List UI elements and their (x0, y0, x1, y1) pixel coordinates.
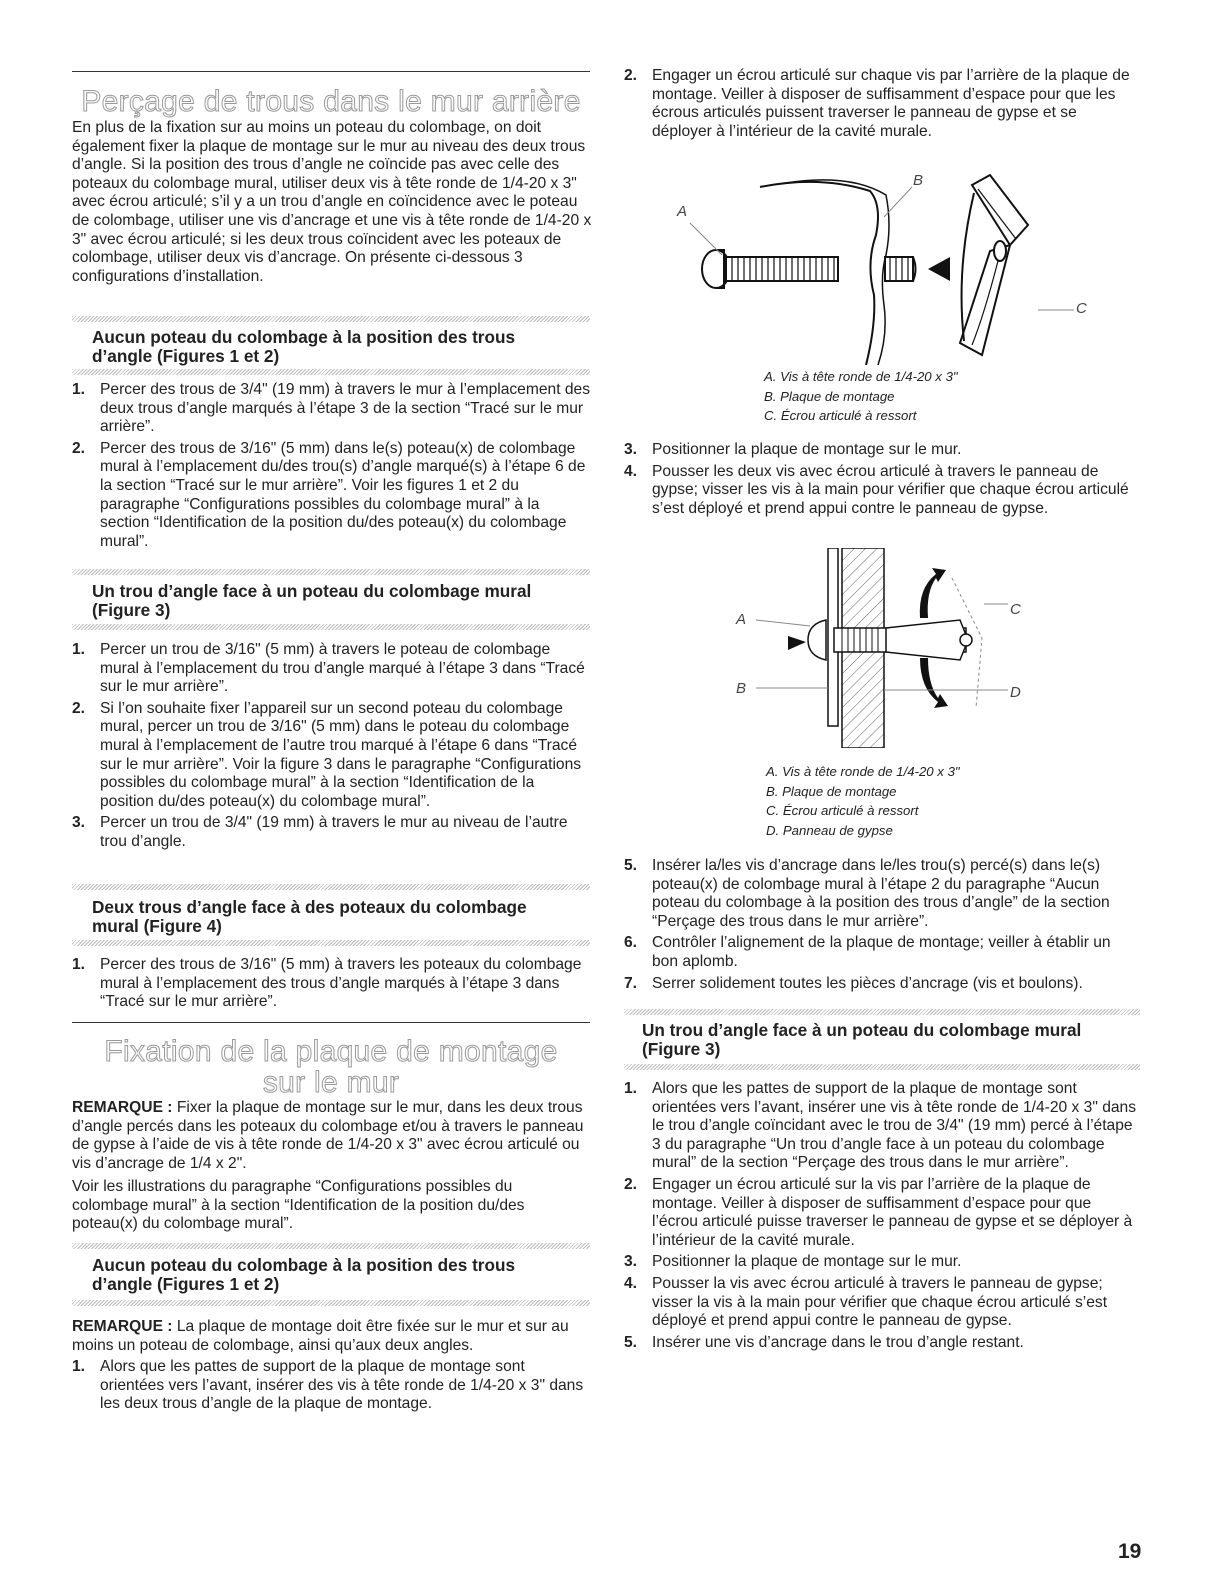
list-item: 1. Alors que les pattes de support de la plaque de montage sont orientées vers l’avant, insérer une vis à tête ronde de 1/4-20 x 3" dans le trou d’angle coïncidant avec le trou de 3/4" (19 mm) percé à l’étape 3 du paragraphe “Un trou d’angle face à un poteau du colombage mural” de la section “Perçage des trous dans le mur arrière”. (624, 1080, 1137, 1172)
list-item: 7. Serrer solidement toutes les pièces d’ancrage (vis et boulons). (624, 974, 1083, 992)
subheading-no-stud: Aucun poteau du colombage à la position des trous d’angle (Figures 1 et 2) (92, 327, 516, 366)
remark-paragraph-2: REMARQUE : La plaque de montage doit être fixée sur le mur et sur au moins un poteau de colombage, ainsi qu’aux deux angles. (72, 1318, 569, 1354)
remark-paragraph: REMARQUE : Fixer la plaque de montage sur le mur, dans les deux trous d’angle percés dans les poteaux du colombage et/ou à travers le panneau de gypse à l’aide de vis à tête ronde de 1/4-20 x 3" avec écrou articulé ou vis d’ancrage de 1/4 x 2". (72, 1099, 584, 1172)
list-item: 2. Si l’on souhaite fixer l’appareil sur un second poteau du colombage mural, percer un trou de 3/16" (5 mm) dans le poteau du colombage mural à l’emplacement de l’autre trou marqué à l’étape 6 dans “Tracé sur le mur arrière”. Voir la figure 3 dans le paragraphe “Configurations possibles du colombage mural” à la section “Identification de la position du/des poteau(x) du colombage mural”. (72, 699, 582, 810)
rotate-arrow-icon (920, 658, 948, 708)
fig2-label-d: D (1010, 684, 1021, 701)
rotate-arrow-icon (920, 568, 946, 618)
toggle-nut-illustration (960, 175, 1028, 355)
list-item: 4. Pousser la vis avec écrou articulé à travers le panneau de gypse; visser la vis à la main pour vérifier que chaque écrou articulé s’est déployé et prend appui contre le panneau de gypse. (624, 1274, 1108, 1330)
steps-right-b (624, 441, 1136, 521)
section-rule (72, 1022, 590, 1023)
list-item: 2. Engager un écrou articulé sur la vis par l’arrière de la plaque de montage. Veiller à disposer de suffisamment d’espace pour que l’écrou articulé puisse traverser le panneau de gypse et se déployer à l’intérieur de la cavité murale. (624, 1175, 1133, 1249)
steps-no-stud-mount (72, 1358, 590, 1417)
divider (72, 1243, 590, 1249)
list-item: 1. Alors que les pattes de support de la plaque de montage sont orientées vers l’avant, insérer des vis à tête ronde de 1/4-20 x 3" dans les deux trous d’angle de la plaque de montage. (72, 1358, 584, 1413)
list-item: 3. Percer un trou de 3/4" (19 mm) à travers le mur au niveau de l’autre trou d’angle. (72, 814, 568, 850)
fig2-caption: A. Vis à tête ronde de 1/4-20 x 3" B. Plaque de montage C. Écrou articulé à ressort D. Panneau de gypse (766, 764, 960, 838)
divider (72, 940, 590, 946)
steps-two-studs (72, 956, 590, 1015)
fig1-label-c: C (1076, 300, 1087, 317)
subheading-one-stud: Un trou d’angle face à un poteau du colombage mural (Figure 3) (92, 581, 532, 620)
fig2-label-a: A (736, 611, 747, 628)
divider (72, 1300, 590, 1306)
page-number: 19 (1118, 1540, 1142, 1563)
divider (72, 369, 590, 375)
installed-toggle-figure (730, 548, 1050, 748)
fig2-label-c: C (1010, 601, 1021, 618)
fig1-label-b: B (913, 172, 924, 189)
divider (72, 316, 590, 322)
divider (72, 569, 590, 575)
top-rule (72, 71, 590, 72)
section-title-mounting: Fixation de la plaque de montage sur le mur (104, 1035, 558, 1099)
list-item: 5. Insérer la/les vis d’ancrage dans le/les trou(s) percé(s) dans le(s) poteau(x) de colombage mural à l’étape 2 du paragraphe “Aucun poteau du colombage à la position des trous d’angle” de la section “Perçage des trous dans le mur arrière”. (624, 857, 1110, 930)
list-item: 4. Pousser les deux vis avec écrou articulé à travers le panneau de gypse; visser les vis à la main pour vérifier que chaque écrou articulé s’est déployé et prend appui contre le panneau de gypse. (624, 462, 1129, 517)
fig1-caption: A. Vis à tête ronde de 1/4-20 x 3" B. Plaque de montage C. Écrou articulé à ressort (764, 369, 958, 423)
divider (72, 884, 590, 890)
arrow-icon (928, 257, 950, 281)
subheading-two-studs: Deux trous d’angle face à des poteaux du colombage mural (Figure 4) (92, 897, 527, 936)
section-title-drilling: Perçage de trous dans le mur arrière (81, 85, 581, 118)
list-item: 2. Percer des trous de 3/16" (5 mm) dans le(s) poteau(x) de colombage mural à l’emplacement du/des trou(s) d’angle marqué(s) à l’étape 6 de la section “Tracé sur le mur arrière”. Voir les figures 1 et 2 du paragraphe “Configurations possibles du colombage mural” à la section “Identification de la position du/des poteau(x) du colombage mural”. (72, 439, 586, 550)
steps-one-stud-mount (624, 1080, 1140, 1355)
divider (72, 624, 590, 630)
fig2-label-b: B (736, 680, 747, 697)
steps-right-c (624, 857, 1140, 996)
list-item: 3. Positionner la plaque de montage sur le mur. (624, 1253, 962, 1271)
push-arrow-icon (788, 636, 806, 650)
steps-one-stud (72, 641, 590, 855)
list-item: 3. Positionner la plaque de montage sur le mur. (624, 441, 962, 458)
toggle-bolt-figure (660, 165, 1100, 365)
steps-no-stud (72, 381, 590, 554)
list-item: 1. Percer des trous de 3/4" (19 mm) à travers le mur à l’emplacement des deux trous d’angle marqués à l’étape 3 de la section “Tracé sur le mur arrière”. (72, 381, 591, 436)
fig1-label-a: A (677, 203, 688, 220)
list-item: 6. Contrôler l’alignement de la plaque de montage; veiller à établir un bon aplomb. (624, 934, 1111, 970)
list-item: 1. Percer un trou de 3/16" (5 mm) à travers le poteau de colombage mural à l’emplacement du trou d’angle marqué à l’étape 3 dans “Tracé sur le mur arrière”. (72, 641, 585, 696)
steps-right-a (624, 67, 1136, 144)
list-item: 1. Percer des trous de 3/16" (5 mm) à travers les poteaux du colombage mural à l’emplacement des trous d’angle marqués à l’étape 3 dans “Tracé sur le mur arrière”. (72, 956, 582, 1011)
see-illustrations-paragraph: Voir les illustrations du paragraphe “Configurations possibles du colombage mural” à la section “Identification de la position du/des poteau(x) du colombage mural”. (72, 1178, 525, 1233)
divider (624, 1009, 1140, 1015)
list-item: 2. Engager un écrou articulé sur chaque vis par l’arrière de la plaque de montage. Veiller à disposer de suffisamment d’espace pour que les écrous articulés puissent traverser le panneau de gypse et se déployer à l’intérieur de la cavité murale. (624, 67, 1130, 140)
divider (624, 1064, 1140, 1070)
subheading-no-stud-mount: Aucun poteau du colombage à la position des trous d’angle (Figures 1 et 2) (92, 1255, 516, 1294)
intro-paragraph: En plus de la fixation sur au moins un poteau du colombage, on doit également fixer la plaque de montage sur le mur au niveau des deux trous d’angle. Si la position des trous d’angle ne coïncide pas avec celle des poteaux du colombage mural, utiliser deux vis à tête ronde de 1/4-20 x 3" avec écrou articulé; s’il y a un trou d’angle en coïncidence avec le poteau de colombage, utiliser une vis d’ancrage et une vis à tête ronde de 1/4-20 x 3" avec écrou articulé; si les deux trous coïncident avec les poteaux de colombage, utiliser deux vis d’ancrage. On présente ci-dessous 3 configurations d’installation. (72, 119, 592, 285)
subheading-one-stud-mount: Un trou d’angle face à un poteau du colombage mural (Figure 3) (642, 1020, 1082, 1059)
list-item: 5. Insérer une vis d’ancrage dans le trou d’angle restant. (624, 1333, 1024, 1351)
